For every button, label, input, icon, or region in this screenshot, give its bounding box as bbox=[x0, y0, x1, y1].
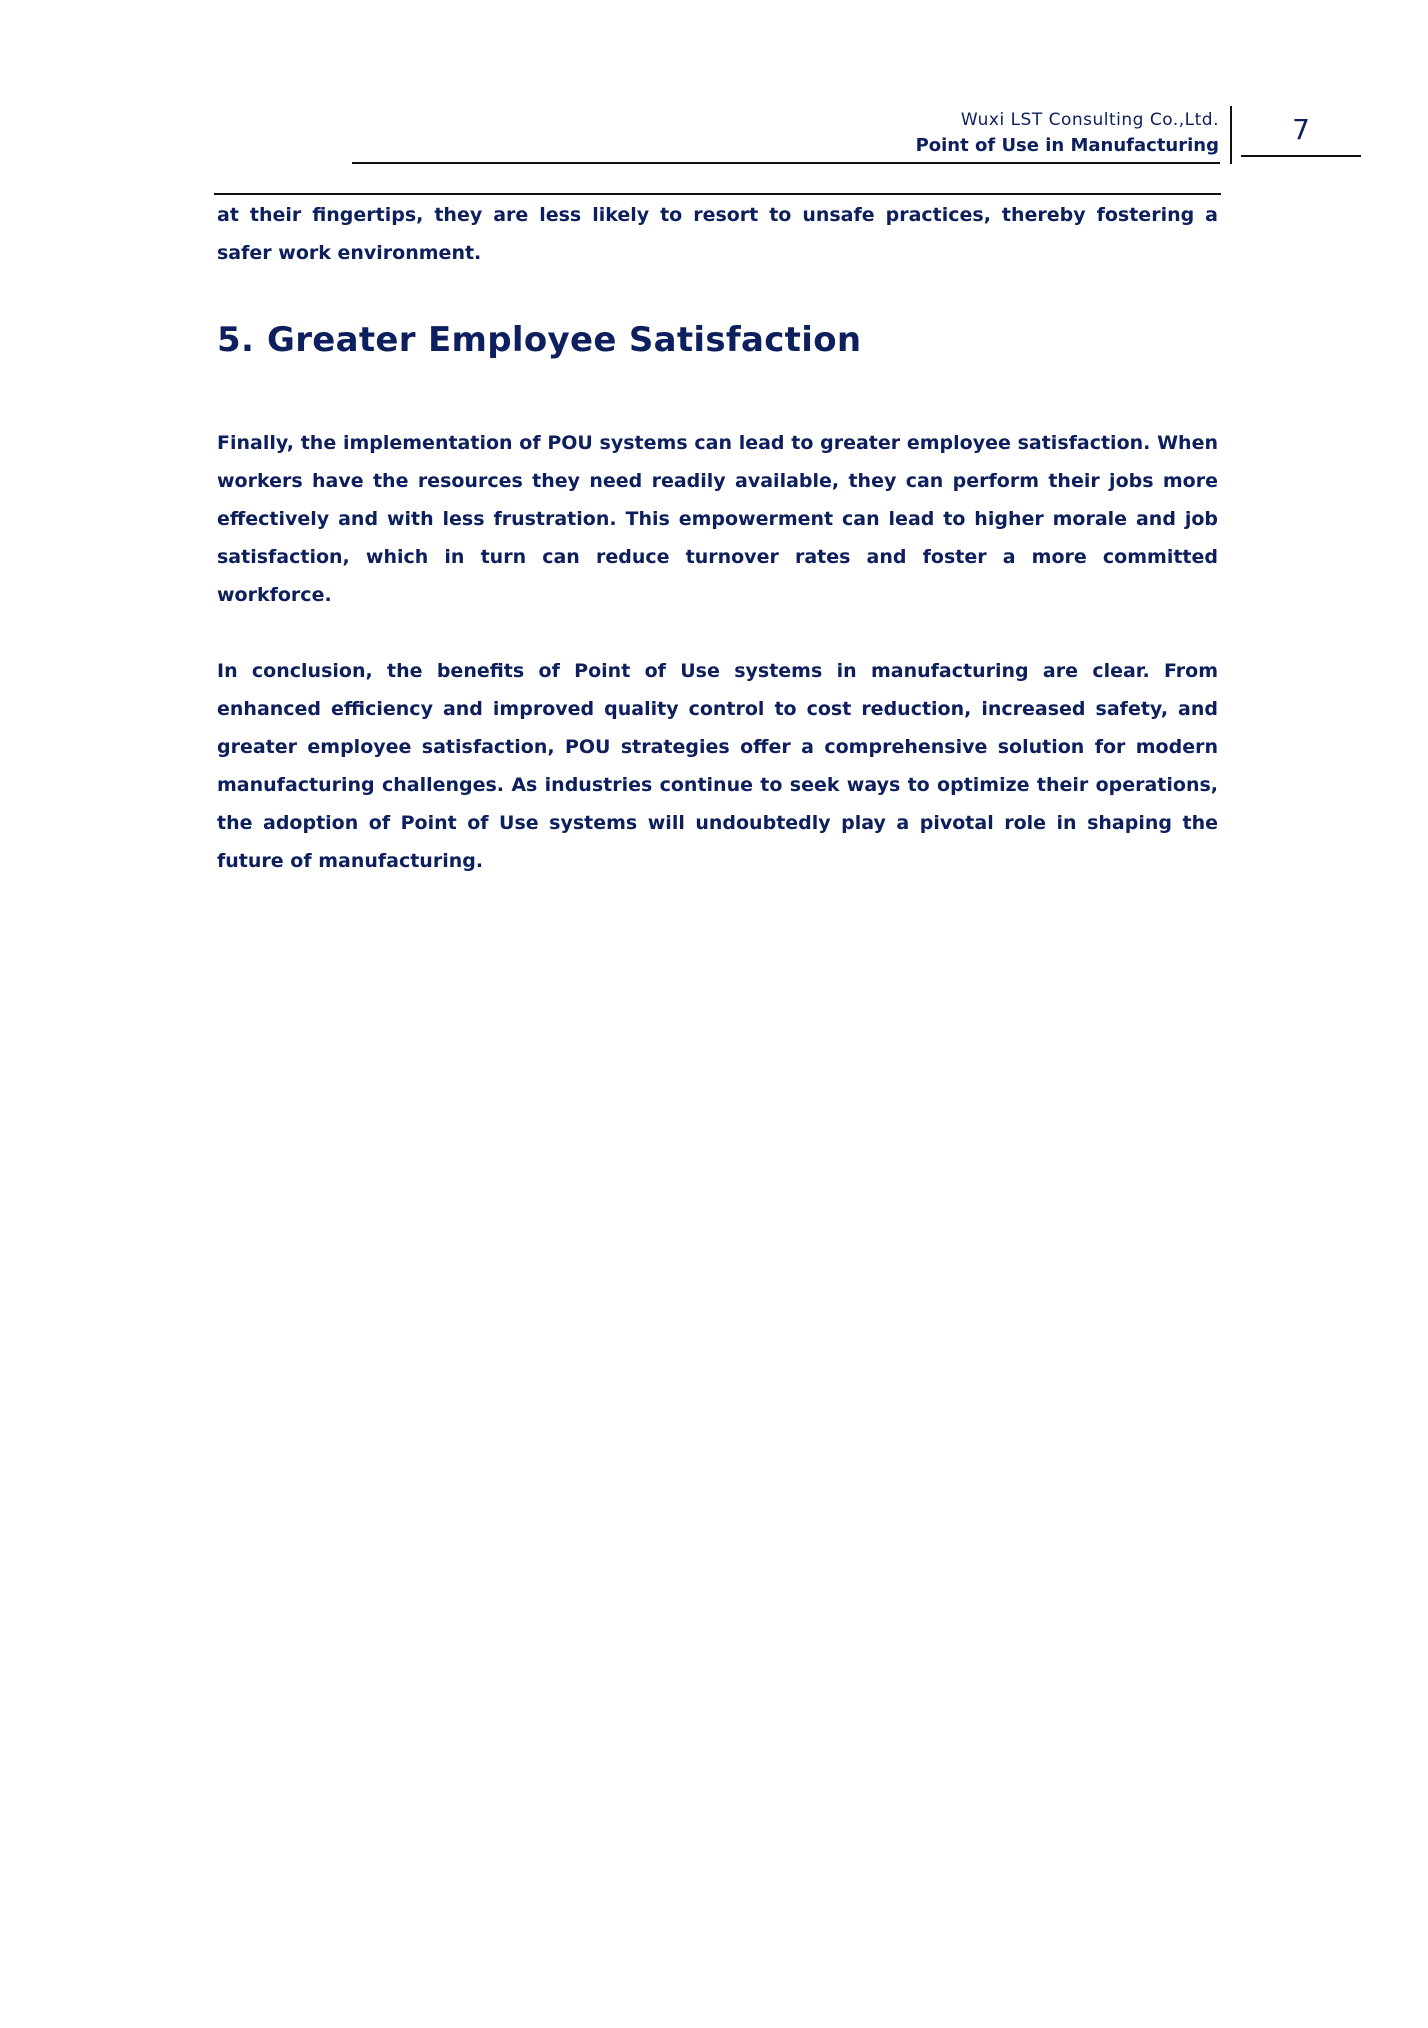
section-heading bbox=[217, 310, 1218, 370]
continued-paragraph: at their fingertips, they are less likely to resort to unsafe practices, thereby fostering a safer work environment. bbox=[217, 204, 1218, 264]
body-paragraph-2: In conclusion, the benefits of Point of Use systems in manufacturing are clear. From enhanced efficiency and improved quality control to cost reduction, increased safety, and greater employee satisfaction, POU strategies offer a comprehensive solution for modern manufacturing challenges. As industries continue to seek ways to optimize their operations, the adoption of Point of Use systems will undoubtedly play a pivotal role in shaping the future of manufacturing. bbox=[217, 660, 1218, 872]
header-divider bbox=[352, 162, 1220, 164]
body-top-divider bbox=[214, 193, 1221, 195]
spacer bbox=[217, 614, 1218, 652]
page-number: 7 bbox=[1292, 113, 1310, 146]
body-paragraph-1: Finally, the implementation of POU systems can lead to greater employee satisfaction. When workers have the resources they need readily available, they can perform their jobs more effectively and with less frustration. This empowerment can lead to higher morale and job satisfaction, which in turn can reduce turnover rates and foster a more committed workforce. bbox=[217, 432, 1218, 606]
header-document-title: Point of Use in Manufacturing bbox=[915, 135, 1219, 156]
header-company-name: Wuxi LST Consulting Co.,Ltd. bbox=[960, 110, 1219, 130]
page-body bbox=[217, 196, 1218, 880]
page-number-underline bbox=[1241, 155, 1361, 157]
header-vertical-divider bbox=[1230, 106, 1232, 164]
section-title: Greater Employee Satisfaction bbox=[267, 320, 862, 360]
spacer bbox=[217, 370, 1218, 424]
section-number: 5. bbox=[217, 320, 255, 360]
